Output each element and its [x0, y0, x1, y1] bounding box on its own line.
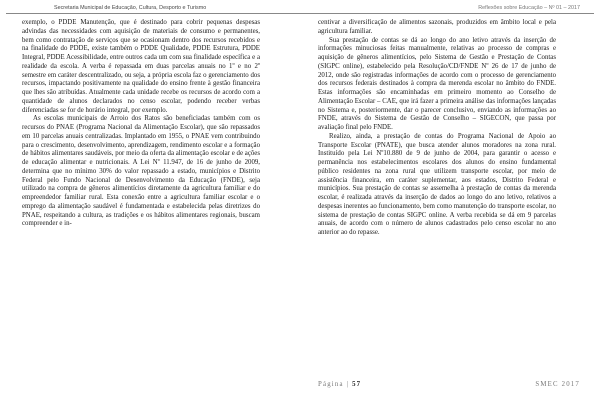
paragraph: centivar a diversificação de alimentos sazonais, produzidos em âmbito local e pela agricultura familiar.: [318, 19, 556, 35]
left-column: [22, 19, 260, 381]
right-column: [318, 19, 556, 381]
running-header: [6, 3, 594, 13]
paragraph: exemplo, o PDDE Manutenção, que é destinado para cobrir pequenas despesas advindas das necessidades com aquisição de materiais de consumo e permanentes, bem como contratação de serviços que se ocasionam dentro dos recursos recebidos e na finalidade do PDDE, existe também o PDDE Qualidade, PDDE Estrutura, PDDE Integral, PDDE Acessibilidade, entre outros cada um com sua finalidade específica e a realidade da escola. A verba é repassada em duas parcelas anuais no 1º e no 2º semestre em caráter descentralizado, ou seja, a própria escola faz o gerenciamento dos recursos, impactando positivamente na qualidade do ensino frente à gestão financeira que lhes são atribuídas. Atualmente cada unidade recebe os recursos de acordo com a quantidade de alunos declarados no censo escolar, podendo receber verbas diferenciadas se for de horário integral, por exemplo.: [22, 19, 260, 114]
page-footer: [318, 381, 580, 395]
header-left: Secretaria Municipal de Educação, Cultura, Desporto e Turismo: [54, 5, 207, 11]
header-right: Reflexões sobre Educação – Nº 01 – 2017: [478, 5, 580, 11]
publisher-label: SMEC 2017: [535, 381, 580, 388]
page-number-block: [318, 381, 361, 388]
header-rule: [6, 13, 594, 14]
page-label: Página |: [318, 381, 350, 388]
paragraph: Realizo, ainda, a prestação de contas do Programa Nacional de Apoio ao Transporte Escolar (PNATE), que busca atender alunos moradores na zona rural. Instituído pela Lei Nº10.880 de 9 de junho de 2004, para garantir o acesso e permanência nos estabelecimentos escolares dos alunos do ensino fundamental público residentes na zona rural que utilizem transporte escolar, por meio de assistência financeira, em caráter suplementar, aos estados, Distrito Federal e municípios. Sua prestação de contas se assemelha à prestação de contas da merenda escolar, é realizada através da inserção de dados ao longo do ano letivo, relativos a despesas inerentes ao funcionamento, bem como manutenção do transporte escolar, no sistema de prestação de contas SIGPC online. A verba recebida se dá em 9 parcelas anuais, de acordo com o número de alunos cadastrados pelo censo escolar no ano anterior ao do repasse.: [318, 132, 556, 236]
paragraph: Sua prestação de contas se dá ao longo do ano letivo através da inserção de informações minuciosas feitas manualmente, relativas ao processo de compras e aquisição de gêneros alimentícios, pelo Sistema de Gestão e Prestação de Contas (SIGPC online), estabelecido pela Resolução/CD/FNDE Nº 26 de 17 de junho de 2012, onde são registradas informações de acordo com o processo de gerenciamento dos recursos federais destinados à compra da merenda escolar no âmbito do FNDE. Estas informações são encaminhadas em primeiro momento ao Conselho de Alimentação Escolar – CAE, que irá fazer a primeira análise das informações lançadas no Sistema e, posteriormente, dar o parecer conclusivo, enviando as informações ao FNDE, através do Sistema de Gestão de Conselho – SIGECON, que passa por avaliação final pelo FNDE.: [318, 36, 556, 131]
paragraph: As escolas municipais de Arroio dos Ratos são beneficiadas também com os recursos do PNAE (Programa Nacional da Alimentação Escolar), que são repassados em 10 parcelas anuais centralizadas. Implantado em 1955, o PNAE vem contribuindo para o crescimento, desenvolvimento, aprendizagem, rendimento escolar e a formação de hábitos alimentares saudáveis, por meio da oferta da alimentação escolar e de ações de educação alimentar e nutricionais. A Lei Nº 11.947, de 16 de junho de 2009, determina que no mínimo 30% do valor repassado a estado, municípios e Distrito Federal pelo Fundo Nacional de Desenvolvimento da Educação (FNDE), seja utilizado na compra de gêneros alimentícios diretamente da agricultura familiar e do empreendedor familiar rural. Esta conexão entre a agricultura familiar escolar e o emprego da alimentação saudável é fundamentada e estabelecida pelas diretrizes do PNAE, respeitando a cultura, as tradições e os hábitos alimentares regionais, buscam compreender e in-: [22, 115, 260, 228]
page-number: 57: [352, 381, 362, 388]
